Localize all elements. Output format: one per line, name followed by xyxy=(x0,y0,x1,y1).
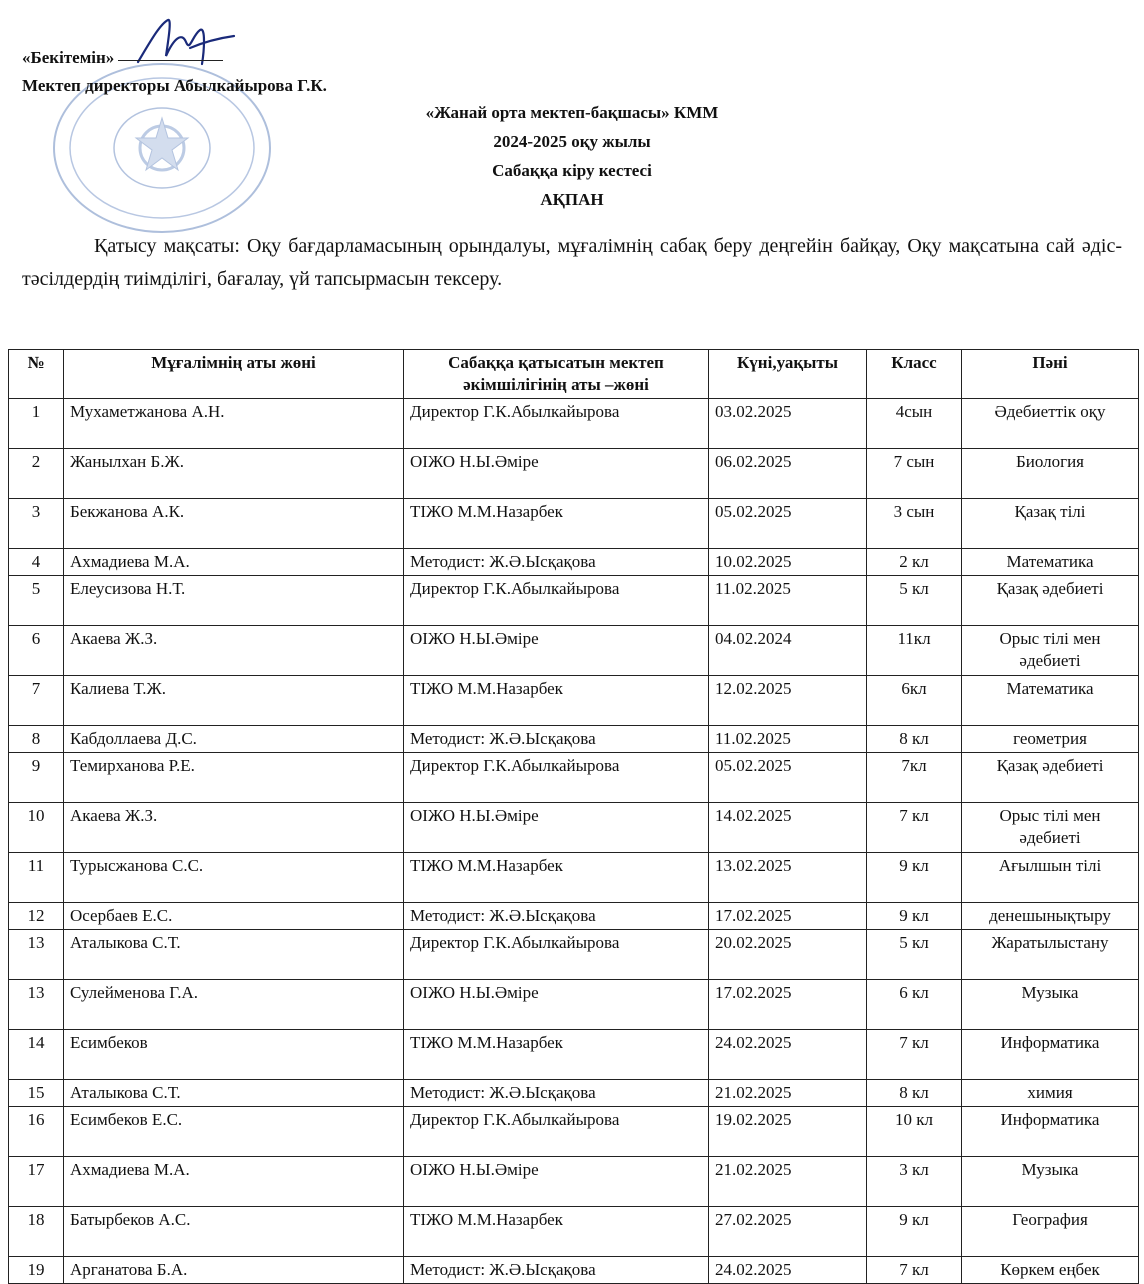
admin-name: Директор Г.К.Абылкайырова xyxy=(404,576,709,626)
class-name: 6 кл xyxy=(867,980,962,1030)
visit-date: 17.02.2025 xyxy=(709,980,867,1030)
admin-name: Методист: Ж.Ә.Ысқақова xyxy=(404,903,709,930)
row-number: 3 xyxy=(9,499,64,549)
admin-name: Директор Г.К.Абылкайырова xyxy=(404,1107,709,1157)
table-row xyxy=(9,1107,1139,1157)
visit-date: 13.02.2025 xyxy=(709,853,867,903)
subject-name: Әдебиеттік оқу xyxy=(962,399,1139,449)
teacher-name: Ахмадиева М.А. xyxy=(64,549,404,576)
class-name: 3 кл xyxy=(867,1157,962,1207)
visit-date: 11.02.2025 xyxy=(709,576,867,626)
header-class: Класс xyxy=(867,350,962,399)
row-number: 8 xyxy=(9,726,64,753)
visit-date: 20.02.2025 xyxy=(709,930,867,980)
subject-name: География xyxy=(962,1207,1139,1257)
row-number: 13 xyxy=(9,930,64,980)
table-row xyxy=(9,1257,1139,1284)
month-label: АҚПАН xyxy=(540,190,604,209)
row-number: 18 xyxy=(9,1207,64,1257)
teacher-name: Жанылхан Б.Ж. xyxy=(64,449,404,499)
teacher-name: Сулейменова Г.А. xyxy=(64,980,404,1030)
class-name: 9 кл xyxy=(867,1207,962,1257)
teacher-name: Аталыкова С.Т. xyxy=(64,930,404,980)
teacher-name: Батырбеков А.С. xyxy=(64,1207,404,1257)
table-row xyxy=(9,676,1139,726)
class-name: 10 кл xyxy=(867,1107,962,1157)
teacher-name: Мухаметжанова А.Н. xyxy=(64,399,404,449)
class-name: 7кл xyxy=(867,753,962,803)
table-row xyxy=(9,853,1139,903)
admin-name: ТІЖО М.М.Назарбек xyxy=(404,499,709,549)
director-line: Мектеп директоры Абылкайырова Г.К. xyxy=(22,76,327,95)
schedule-table xyxy=(8,349,1139,1284)
subject-name: Қазақ әдебиеті xyxy=(962,576,1139,626)
academic-year: 2024-2025 оқу жылы xyxy=(493,132,651,151)
subject-name: Қазақ тілі xyxy=(962,499,1139,549)
subject-name: Биология xyxy=(962,449,1139,499)
class-name: 9 кл xyxy=(867,853,962,903)
visit-date: 24.02.2025 xyxy=(709,1257,867,1284)
row-number: 5 xyxy=(9,576,64,626)
visit-date: 21.02.2025 xyxy=(709,1157,867,1207)
admin-name: Методист: Ж.Ә.Ысқақова xyxy=(404,726,709,753)
subject-name: Орыс тілі мен әдебиеті xyxy=(962,803,1139,853)
header-number: № xyxy=(9,350,64,399)
row-number: 4 xyxy=(9,549,64,576)
admin-name: Директор Г.К.Абылкайырова xyxy=(404,753,709,803)
signature-line xyxy=(118,60,223,61)
row-number: 14 xyxy=(9,1030,64,1080)
subject-name: Информатика xyxy=(962,1107,1139,1157)
table-row xyxy=(9,753,1139,803)
teacher-name: Ахмадиева М.А. xyxy=(64,1157,404,1207)
table-row xyxy=(9,726,1139,753)
document-heading xyxy=(0,98,1144,214)
table-row xyxy=(9,803,1139,853)
row-number: 7 xyxy=(9,676,64,726)
admin-name: ТІЖО М.М.Назарбек xyxy=(404,853,709,903)
table-row xyxy=(9,399,1139,449)
admin-name: Методист: Ж.Ә.Ысқақова xyxy=(404,1257,709,1284)
row-number: 10 xyxy=(9,803,64,853)
subject-name: химия xyxy=(962,1080,1139,1107)
row-number: 9 xyxy=(9,753,64,803)
table-row xyxy=(9,980,1139,1030)
admin-name: ОІЖО Н.Ы.Әміре xyxy=(404,803,709,853)
visit-date: 19.02.2025 xyxy=(709,1107,867,1157)
class-name: 7 кл xyxy=(867,803,962,853)
table-row xyxy=(9,576,1139,626)
admin-name: Директор Г.К.Абылкайырова xyxy=(404,399,709,449)
teacher-name: Есимбеков xyxy=(64,1030,404,1080)
subject-name: Қазақ әдебиеті xyxy=(962,753,1139,803)
approval-block xyxy=(22,44,327,100)
visit-date: 05.02.2025 xyxy=(709,499,867,549)
class-name: 2 кл xyxy=(867,549,962,576)
table-row xyxy=(9,1030,1139,1080)
teacher-name: Калиева Т.Ж. xyxy=(64,676,404,726)
admin-name: Методист: Ж.Ә.Ысқақова xyxy=(404,549,709,576)
visit-date: 12.02.2025 xyxy=(709,676,867,726)
row-number: 6 xyxy=(9,626,64,676)
visit-date: 17.02.2025 xyxy=(709,903,867,930)
visit-date: 21.02.2025 xyxy=(709,1080,867,1107)
teacher-name: Турысжанова С.С. xyxy=(64,853,404,903)
table-row xyxy=(9,1207,1139,1257)
subject-name: Музыка xyxy=(962,1157,1139,1207)
visit-date: 03.02.2025 xyxy=(709,399,867,449)
admin-name: ОІЖО Н.Ы.Әміре xyxy=(404,626,709,676)
teacher-name: Кабдоллаева Д.С. xyxy=(64,726,404,753)
table-row xyxy=(9,930,1139,980)
row-number: 19 xyxy=(9,1257,64,1284)
subject-name: Математика xyxy=(962,549,1139,576)
teacher-name: Темирханова Р.Е. xyxy=(64,753,404,803)
teacher-name: Акаева Ж.З. xyxy=(64,626,404,676)
table-row xyxy=(9,449,1139,499)
row-number: 2 xyxy=(9,449,64,499)
visit-date: 06.02.2025 xyxy=(709,449,867,499)
table-row xyxy=(9,499,1139,549)
teacher-name: Аталыкова С.Т. xyxy=(64,1080,404,1107)
teacher-name: Бекжанова А.К. xyxy=(64,499,404,549)
teacher-name: Акаева Ж.З. xyxy=(64,803,404,853)
table-row xyxy=(9,903,1139,930)
class-name: 8 кл xyxy=(867,726,962,753)
row-number: 15 xyxy=(9,1080,64,1107)
header-teacher: Мұғалімнің аты жөні xyxy=(64,350,404,399)
subject-name: Математика xyxy=(962,676,1139,726)
row-number: 1 xyxy=(9,399,64,449)
teacher-name: Есимбеков Е.С. xyxy=(64,1107,404,1157)
class-name: 5 кл xyxy=(867,576,962,626)
row-number: 12 xyxy=(9,903,64,930)
admin-name: Директор Г.К.Абылкайырова xyxy=(404,930,709,980)
header-admin: Сабаққа қатысатын мектеп әкімшілігінің аты –жөні xyxy=(404,350,709,399)
class-name: 11кл xyxy=(867,626,962,676)
table-row xyxy=(9,626,1139,676)
subject-name: денешынықтыру xyxy=(962,903,1139,930)
purpose-paragraph: Қатысу мақсаты: Оқу бағдарламасының орындалуы, мұғалімнің сабақ беру деңгейін байқау, Оқу мақсатына сай әдіс-тәсілдердің тиімділігі, бағалау, үй тапсырмасын тексеру. xyxy=(22,235,1122,290)
visit-date: 05.02.2025 xyxy=(709,753,867,803)
class-name: 7 кл xyxy=(867,1030,962,1080)
admin-name: ОІЖО Н.Ы.Әміре xyxy=(404,449,709,499)
class-name: 9 кл xyxy=(867,903,962,930)
document-title: Сабаққа кіру кестесі xyxy=(492,161,652,180)
visit-date: 04.02.2024 xyxy=(709,626,867,676)
visit-date: 27.02.2025 xyxy=(709,1207,867,1257)
admin-name: ТІЖО М.М.Назарбек xyxy=(404,1030,709,1080)
table-body xyxy=(9,399,1139,1284)
class-name: 8 кл xyxy=(867,1080,962,1107)
header-date: Күні,уақыты xyxy=(709,350,867,399)
subject-name: Көркем еңбек xyxy=(962,1257,1139,1284)
teacher-name: Арганатова Б.А. xyxy=(64,1257,404,1284)
class-name: 3 сын xyxy=(867,499,962,549)
class-name: 4сын xyxy=(867,399,962,449)
class-name: 5 кл xyxy=(867,930,962,980)
row-number: 16 xyxy=(9,1107,64,1157)
class-name: 7 сын xyxy=(867,449,962,499)
admin-name: ТІЖО М.М.Назарбек xyxy=(404,676,709,726)
row-number: 11 xyxy=(9,853,64,903)
admin-name: Методист: Ж.Ә.Ысқақова xyxy=(404,1080,709,1107)
admin-name: ОІЖО Н.Ы.Әміре xyxy=(404,980,709,1030)
subject-name: геометрия xyxy=(962,726,1139,753)
row-number: 13 xyxy=(9,980,64,1030)
table-header-row xyxy=(9,350,1139,399)
table-row xyxy=(9,1157,1139,1207)
subject-name: Информатика xyxy=(962,1030,1139,1080)
subject-name: Орыс тілі мен әдебиеті xyxy=(962,626,1139,676)
header-subject: Пәні xyxy=(962,350,1139,399)
row-number: 17 xyxy=(9,1157,64,1207)
admin-name: ТІЖО М.М.Назарбек xyxy=(404,1207,709,1257)
visit-date: 14.02.2025 xyxy=(709,803,867,853)
teacher-name: Осербаев Е.С. xyxy=(64,903,404,930)
subject-name: Жаратылыстану xyxy=(962,930,1139,980)
teacher-name: Елеусизова Н.Т. xyxy=(64,576,404,626)
visit-date: 24.02.2025 xyxy=(709,1030,867,1080)
school-name: «Жанай орта мектеп-бақшасы» КММ xyxy=(425,103,719,122)
admin-name: ОІЖО Н.Ы.Әміре xyxy=(404,1157,709,1207)
class-name: 6кл xyxy=(867,676,962,726)
class-name: 7 кл xyxy=(867,1257,962,1284)
approval-label: «Бекітемін» xyxy=(22,48,115,67)
visit-date: 10.02.2025 xyxy=(709,549,867,576)
visit-date: 11.02.2025 xyxy=(709,726,867,753)
subject-name: Ағылшын тілі xyxy=(962,853,1139,903)
table-row xyxy=(9,1080,1139,1107)
subject-name: Музыка xyxy=(962,980,1139,1030)
table-row xyxy=(9,549,1139,576)
